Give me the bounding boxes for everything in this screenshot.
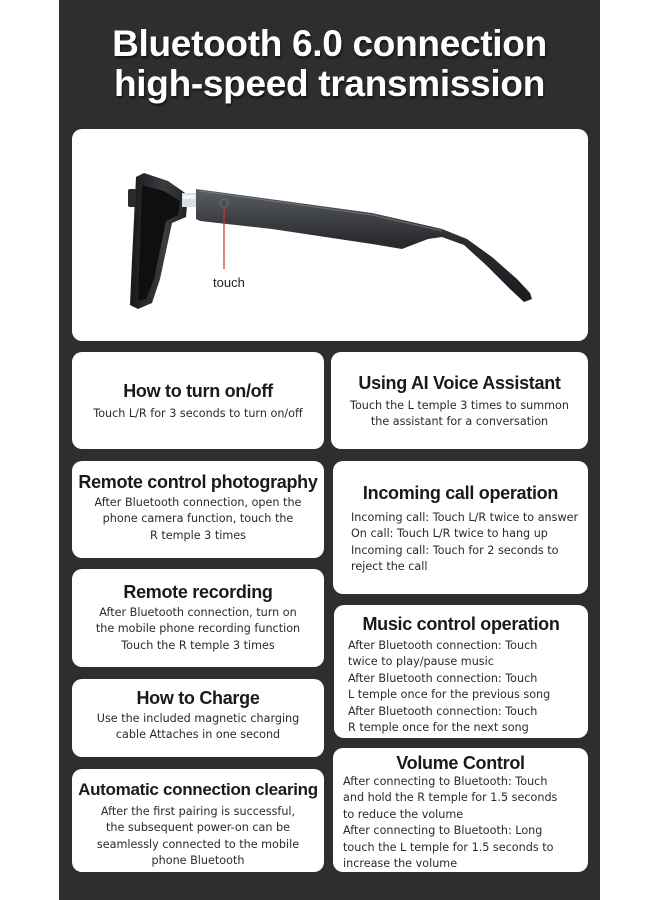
card-text: the mobile phone recording function [95, 622, 301, 636]
card-text: and hold the R temple for 1.5 seconds [343, 791, 558, 805]
card-text: the subsequent power-on can be [106, 821, 290, 835]
card-text: After connecting to Bluetooth: Touch [343, 775, 548, 788]
card-text: phone Bluetooth [151, 854, 245, 868]
card-remote-recording [72, 569, 324, 667]
card-text: After Bluetooth connection: Touch [348, 671, 538, 685]
card-text: phone camera function, touch the [102, 512, 294, 526]
card-title: Using AI Voice Assistant [358, 373, 561, 393]
card-how-to-charge [72, 679, 324, 757]
headline [59, 24, 600, 104]
card-ai-voice-assistant [331, 352, 588, 449]
card-title: Remote control photography [78, 472, 318, 492]
headline-line-2: high-speed transmission [113, 63, 545, 104]
card-text: On call: Touch L/R twice to hang up [351, 527, 548, 541]
card-text: twice to play/pause music [348, 655, 494, 669]
card-text: After Bluetooth connection: Touch [348, 704, 538, 718]
card-text: Incoming call: Touch for 2 seconds to [351, 543, 559, 557]
card-text: Touch the R temple 3 times [121, 638, 275, 652]
touch-callout-label: touch [213, 275, 245, 290]
card-title: Remote recording [123, 582, 273, 602]
card-music-control [334, 605, 588, 738]
card-text: touch the L temple for 1.5 seconds to [343, 840, 554, 854]
card-text: to reduce the volume [343, 807, 464, 821]
card-turn-on-off [72, 352, 324, 449]
card-text: Touch the L temple 3 times to summon [350, 399, 569, 412]
card-text: After Bluetooth connection, open the [94, 496, 302, 509]
card-text: After Bluetooth connection, turn on [99, 606, 297, 619]
card-auto-connection-clearing [72, 769, 324, 872]
card-title: Volume Control [396, 753, 525, 773]
card-title: Automatic connection clearing [78, 780, 318, 799]
card-text: R temple 3 times [150, 528, 246, 542]
card-text: R temple once for the next song [348, 721, 529, 735]
card-remote-photography [72, 461, 324, 558]
card-text: After connecting to Bluetooth: Long [343, 824, 543, 838]
card-text: Touch L/R for 3 seconds to turn on/off [93, 407, 303, 420]
card-text: seamlessly connected to the mobile [96, 837, 300, 851]
card-title: How to turn on/off [123, 381, 273, 401]
card-text: Incoming call: Touch L/R twice to answer [351, 511, 579, 524]
card-volume-control [333, 748, 588, 872]
card-incoming-call [333, 461, 588, 594]
card-text: cable Attaches in one second [115, 728, 281, 742]
card-text: increase the volume [343, 857, 458, 871]
card-text: L temple once for the previous song [348, 688, 551, 702]
card-text: After Bluetooth connection: Touch [348, 639, 538, 652]
headline-line-1: Bluetooth 6.0 connection [112, 23, 547, 64]
card-text: the assistant for a conversation [370, 415, 549, 429]
product-image-card [72, 129, 588, 341]
card-text: Use the included magnetic charging [96, 712, 300, 725]
card-title: Incoming call operation [362, 483, 559, 503]
card-title: How to Charge [136, 688, 260, 708]
card-text: After the first pairing is successful, [100, 805, 296, 818]
card-title: Music control operation [362, 614, 560, 634]
card-text: reject the call [351, 560, 428, 574]
glasses-side-view-illustration [72, 129, 588, 341]
